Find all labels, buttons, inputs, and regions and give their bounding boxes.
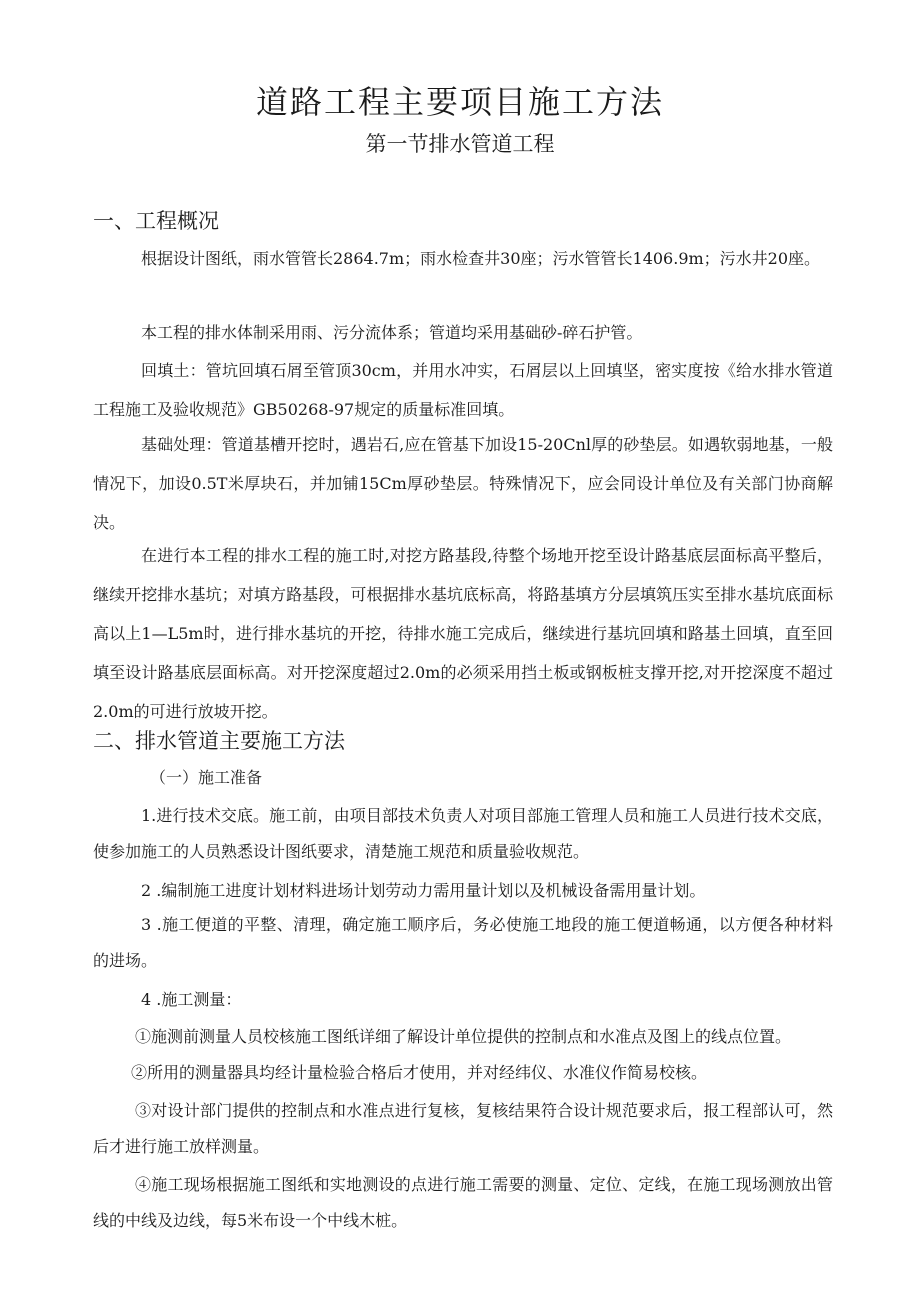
paragraph-overview-quantities: 根据设计图纸，雨水管管长2864.7m；雨水检查井30座；污水管管长1406.9m；污水井20座。 bbox=[141, 249, 821, 268]
paragraph-survey-item-1: ①施测前测量人员校核施工图纸详细了解设计单位提供的控制点和水准点及图上的线点位置。 bbox=[135, 1027, 792, 1046]
paragraph-survey-item-2: ②所用的测量器具均经计量检验合格后才使用，并对经纬仪、水准仪作简易校核。 bbox=[131, 1063, 708, 1082]
paragraph-technical-briefing: 1.进行技术交底。施工前，由项目部技术负责人对项目部施工管理人员和施工人员进行技术交底，使参加施工的人员熟悉设计图纸要求，清楚施工规范和质量验收规范。 bbox=[93, 806, 833, 861]
paragraph-survey-item-3: ③对设计部门提供的控制点和水准点进行复核，复核结果符合设计规范要求后，报工程部认可，然后才进行施工放样测量。 bbox=[93, 1101, 833, 1156]
paragraph-survey-title: 4 .施工测量： bbox=[141, 990, 242, 1009]
paragraph-survey-item-4: ④施工现场根据施工图纸和实地测设的点进行施工需要的测量、定位、定线，在施工现场测放出管线的中线及边线，每5米布设一个中线木桩。 bbox=[93, 1175, 833, 1230]
paragraph-drainage-system: 本工程的排水体制采用雨、污分流体系；管道均采用基础砂-碎石护管。 bbox=[141, 323, 643, 342]
sub-heading-preparation: （一）施工准备 bbox=[150, 768, 263, 787]
section-subtitle: 第一节排水管道工程 bbox=[365, 132, 555, 156]
paragraph-foundation-treatment: 基础处理：管道基槽开挖时，遇岩石,应在管基下加设15-20Cnl厚的砂垫层。如遇软弱地基，一般情况下，加设0.5T米厚块石，并加铺15Cm厚砂垫层。特殊情况下，应会同设计单位及有关部门协商解决。 bbox=[93, 435, 833, 532]
section-2-heading: 二、排水管道主要施工方法 bbox=[93, 729, 345, 753]
paragraph-backfill: 回填土：管坑回填石屑至管顶30cm，并用水冲实，石屑层以上回填坚，密实度按《给水排水管道工程施工及验收规范》GB50268-97规定的质量标准回填。 bbox=[93, 361, 833, 419]
document-title: 道路工程主要项目施工方法 bbox=[255, 83, 664, 121]
paragraph-excavation: 在进行本工程的排水工程的施工时,对挖方路基段,待整个场地开挖至设计路基底层面标高平整后，继续开挖排水基坑；对填方路基段，可根据排水基坑底标高，将路基填方分层填筑压实至排水基坑底面标高以上1—L5m时，进行排水基坑的开挖，待排水施工完成后，继续进行基坑回填和路基土回填，直至回填至设计路基底层面标高。对开挖深度超过2.0m的必须采用挡土板或钢板桩支撑开挖,对开挖深度不超过2.0m的可进行放坡开挖。 bbox=[93, 546, 833, 721]
section-1-heading: 一、工程概况 bbox=[93, 209, 219, 233]
paragraph-access-road: 3 .施工便道的平整、清理，确定施工顺序后，务必使施工地段的施工便道畅通，以方便各种材料的进场。 bbox=[93, 915, 833, 970]
paragraph-schedule-planning: 2 .编制施工进度计划材料进场计划劳动力需用量计划以及机械设备需用量计划。 bbox=[141, 881, 706, 900]
